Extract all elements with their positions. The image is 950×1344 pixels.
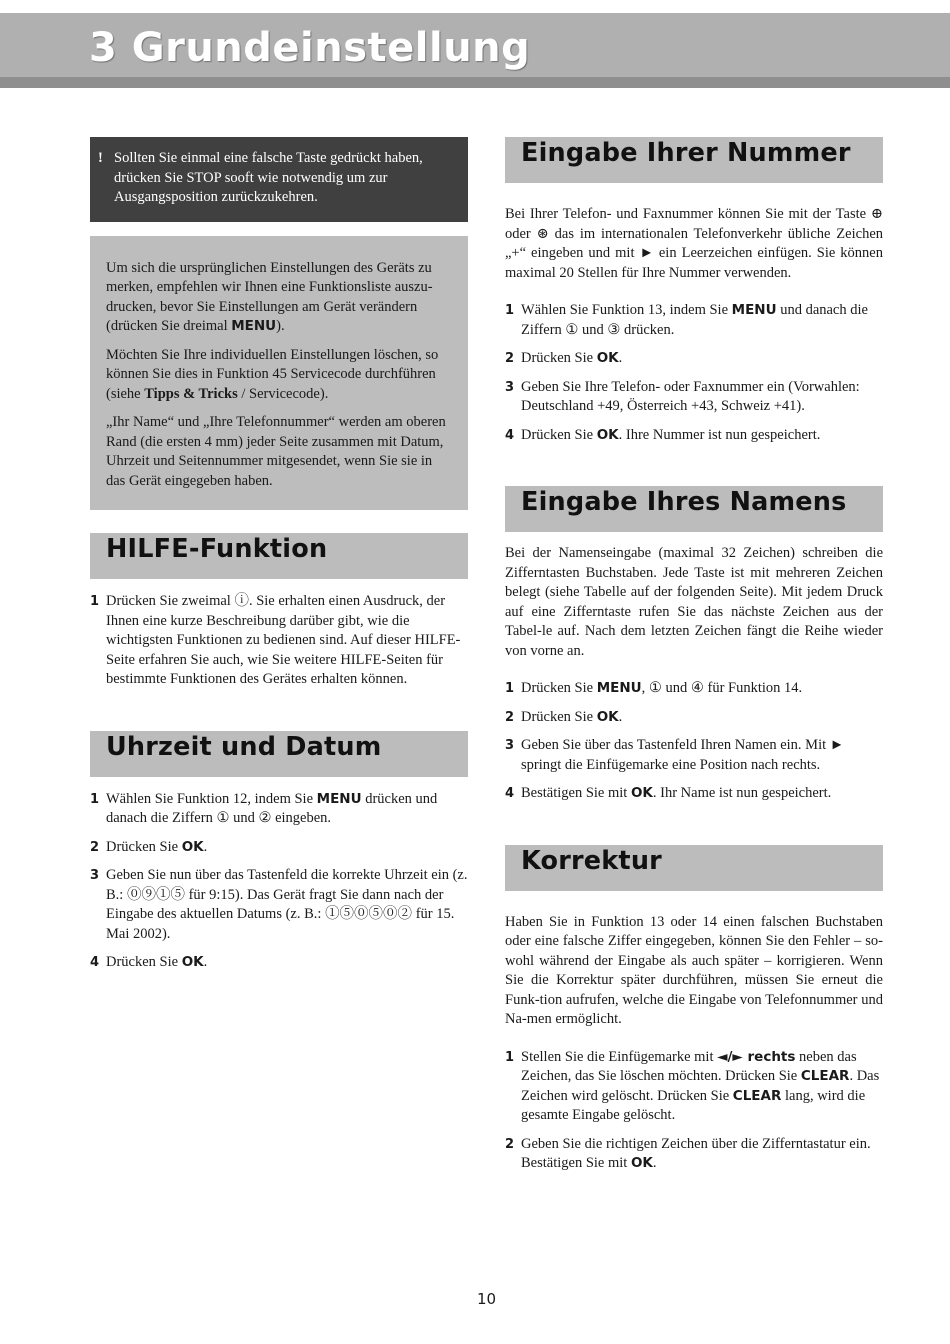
list-item: 1 Wählen Sie Funktion 12, indem Sie MENU drücken und danach die Ziffern ① und ② eingeben. [90, 790, 438, 826]
nummer-steps [505, 301, 883, 445]
list-item: 4 Drücken Sie OK. Ihre Nummer ist nun gespeichert. [505, 426, 883, 446]
ok-key: OK [630, 785, 653, 801]
ok-key: OK [596, 426, 619, 443]
digit-key-icon: ① [216, 810, 230, 826]
left-column [90, 137, 468, 982]
list-item: 2 Drücken Sie OK. [505, 708, 883, 728]
digit-keys-icon: ①⑤⓪⑤⓪② [325, 906, 413, 922]
section-heading-nummer [505, 137, 883, 183]
menu-key: MENU [731, 302, 777, 318]
step-number: 3 [505, 379, 515, 395]
ok-key: OK [630, 1155, 653, 1171]
list-item: 2 Drücken Sie OK. [505, 349, 883, 369]
korrektur-intro: Haben Sie in Funktion 13 oder 14 einen falschen Buchstaben oder eine falsche Ziffer eingegeben, können Sie den Fehler – so-wohl während der Eingabe als auch später – korrigieren. Wenn Sie die Korrektur später durchführen, müssen Sie erneut die Funk-tion aufrufen, welche die Eingabe von Telefonnummer und Na-men ermöglicht. [505, 913, 883, 1027]
list-item: 2 Drücken Sie OK. [90, 838, 468, 858]
digit-keys-icon: ⓪⑨①⑤ [126, 886, 185, 903]
step-number: 2 [90, 839, 100, 855]
step-number: 1 [90, 791, 100, 807]
hash-key-icon: ⊕ [870, 206, 883, 222]
list-item: 3 Geben Sie nun über das Tastenfeld die korrekte Uhrzeit ein (z. B.: ⓪⑨①⑤ für 9:15). Das Gerät fragt Sie dann nach der Eingabe des aktuellen Datums (z. B.: ①⑤⓪⑤⓪② für 15. Mai 2002). [90, 867, 468, 942]
ok-key: OK [596, 708, 619, 725]
digit-key-icon: ① [648, 680, 662, 696]
reference-link: Tipps & Tricks [144, 385, 238, 402]
arrow-keys: ◄/► rechts [717, 1048, 796, 1065]
step-number: 4 [90, 955, 100, 970]
namens-steps [505, 679, 883, 804]
step-number: 2 [505, 1136, 515, 1152]
namens-intro: Bei der Namenseingabe (maximal 32 Zeichen) schreiben die Zifferntasten Buchstaben. Jede Taste ist mit mehreren Zeichen belegt (siehe Tabelle auf der folgenden Seite). Mit jedem Druck auf eine Zifferntaste rufen Sie das nächste Zeichen aus der Tabel-le auf. Nach dem letzten Zeichen fängt die Reihe wieder von vorne an. [505, 545, 883, 659]
list-item: 4 Drücken Sie OK. [90, 953, 468, 973]
uhrzeit-steps [90, 790, 468, 973]
info-key-icon: ⓘ [234, 593, 249, 609]
step-number: 3 [505, 738, 515, 753]
info-box [90, 236, 468, 511]
section-heading-uhrzeit [90, 731, 468, 777]
header-band [0, 13, 950, 88]
list-item: 1 Stellen Sie die Einfügemarke mit ◄/► rechts neben das Zeichen, das Sie löschen möchten. Drücken Sie CLEAR. Das Zeichen wird gelöscht. Drücken Sie CLEAR lang, wird die gesamte Eingabe gelöscht. [505, 1048, 880, 1123]
step-number: 1 [505, 1049, 515, 1065]
info-paragraph: Um sich die ursprünglichen Einstellungen des Geräts zu merken, empfehlen wir Ihnen eine Funktionsliste auszu-drucken, bevor Sie Einstellungen am Gerät verändern (drücken Sie dreimal MENU). [106, 259, 433, 334]
menu-key: MENU [596, 680, 642, 696]
section-heading-namens [505, 486, 883, 532]
section-heading-korrektur [505, 845, 883, 891]
section-title: Eingabe Ihrer Nummer [521, 138, 851, 168]
menu-key: MENU [316, 790, 362, 807]
right-arrow-icon: ► [639, 245, 654, 261]
digit-key-icon: ③ [607, 321, 621, 338]
section-title: Korrektur [521, 845, 662, 876]
list-item: 4 Bestätigen Sie mit OK. Ihr Name ist nun gespeichert. [505, 784, 883, 804]
menu-key: MENU [231, 318, 277, 334]
page-number: 10 [477, 1290, 497, 1308]
step-number: 1 [505, 681, 515, 696]
section-title: Uhrzeit und Datum [106, 731, 382, 762]
step-number: 3 [90, 868, 100, 883]
clear-key: CLEAR [732, 1087, 782, 1104]
right-column [505, 137, 883, 1183]
digit-key-icon: ① [565, 321, 579, 338]
section-title: Eingabe Ihres Namens [521, 487, 847, 517]
digit-key-icon: ④ [690, 680, 704, 696]
list-item: 1 Drücken Sie zweimal ⓘ. Sie erhalten einen Ausdruck, der Ihnen eine kurze Beschreibung darüber gibt, wie die wichtigsten Funktionen zu bedienen sind. Auf dieser HILFE-Seite erfahren Sie auch, wie Sie weitere HILFE-Seiten für bestimmte Funktionen des Gerätes erhalten können. [90, 593, 461, 687]
info-paragraph: Möchten Sie Ihre individuellen Einstellungen löschen, so können Sie dies in Funktion 45 Servicecode durchführen (siehe Tipps & Tricks / Servicecode). [106, 346, 439, 402]
list-item: 3 Geben Sie über das Tastenfeld Ihren Namen ein. Mit ► springt die Einfügemarke eine Position nach rechts. [505, 737, 845, 773]
nummer-intro: Bei Ihrer Telefon- und Faxnummer können Sie mit der Taste ⊕ oder ⊛ das im internationalen Telefonverkehr übliche Zeichen „+“ eingeben und mit ► ein Leerzeichen einfügen. Sie können maximal 20 Stellen für Ihre Nummer verwenden. [505, 206, 883, 281]
info-paragraph: „Ihr Name“ und „Ihre Telefonnummer“ werden am oberen Rand (die ersten 4 mm) jeder Seite zusammen mit Datum, Uhrzeit und Seitennummer mitgesendet, wenn Sie sie in das Gerät eingegeben haben. [106, 414, 446, 489]
warning-text: Sollten Sie einmal eine falsche Taste gedrückt haben, drücken Sie STOP sooft wie notwendig um zur Ausgangsposition zurückzukehren. [114, 150, 423, 205]
ok-key: OK [181, 838, 204, 855]
list-item: 3 Geben Sie Ihre Telefon- oder Faxnummer ein (Vorwahlen: Deutschland +49, Österreich +43, Schweiz +41). [505, 378, 860, 414]
list-item: 1 Wählen Sie Funktion 13, indem Sie MENU und danach die Ziffern ① und ③ drücken. [505, 302, 868, 338]
list-item: 2 Geben Sie die richtigen Zeichen über die Zifferntastatur ein. Bestätigen Sie mit OK. [505, 1135, 871, 1171]
clear-key: CLEAR [800, 1068, 850, 1084]
step-number: 4 [505, 427, 515, 443]
star-key-icon: ⊛ [536, 225, 549, 242]
right-arrow-icon: ► [829, 737, 845, 753]
digit-key-icon: ② [258, 810, 272, 826]
warning-box [90, 137, 468, 222]
step-number: 1 [90, 594, 100, 609]
list-item: 1 Drücken Sie MENU, ① und ④ für Funktion 14. [505, 679, 883, 699]
section-title: HILFE-Funktion [106, 534, 328, 564]
page-title: 3 Grundeinstellung [89, 25, 531, 71]
step-number: 2 [505, 351, 515, 366]
ok-key: OK [181, 954, 204, 970]
ok-key: OK [596, 350, 619, 366]
korrektur-steps [505, 1048, 883, 1174]
step-number: 4 [505, 786, 515, 801]
header-underline [0, 77, 950, 88]
step-number: 2 [505, 709, 515, 725]
hilfe-steps [90, 592, 468, 690]
step-number: 1 [505, 303, 515, 318]
warning-icon: ! [98, 150, 103, 166]
section-heading-hilfe [90, 533, 468, 579]
